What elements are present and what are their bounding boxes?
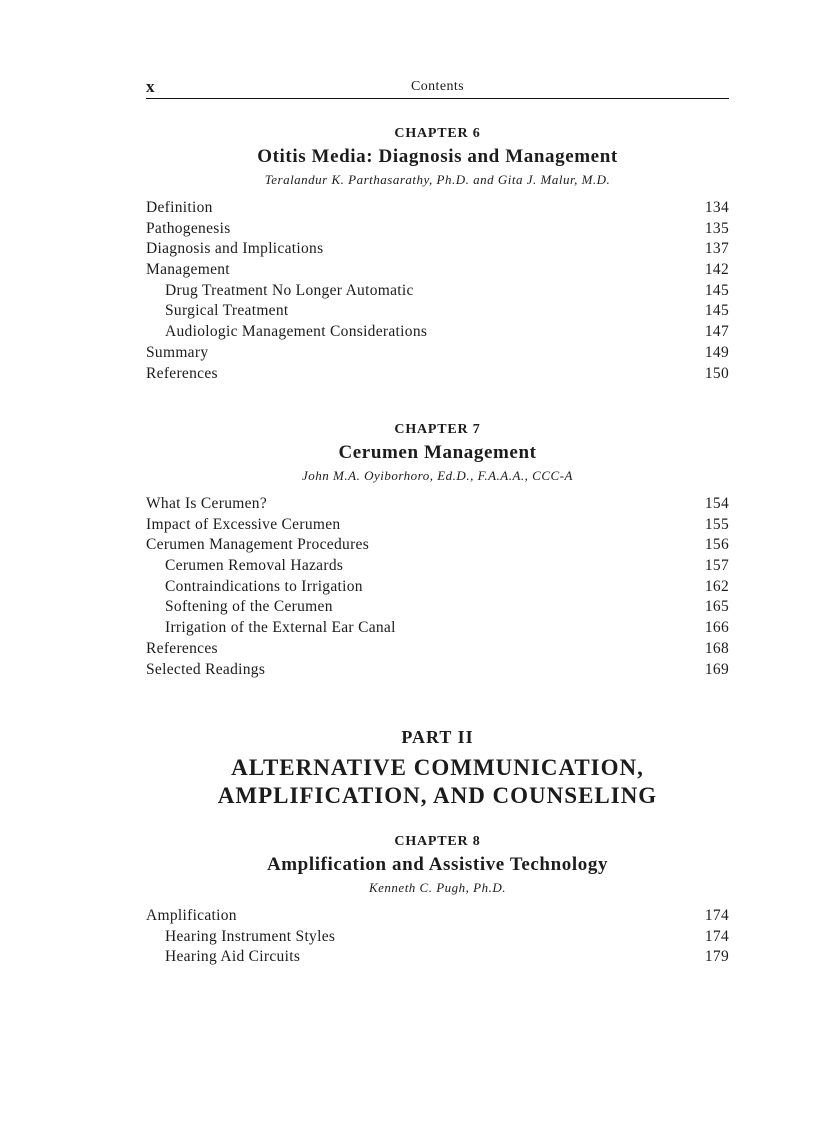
toc-entry-title: Cerumen Removal Hazards	[165, 557, 344, 575]
toc-entry	[146, 281, 729, 302]
toc-entry	[146, 364, 729, 385]
chapter-title: Otitis Media: Diagnosis and Management	[257, 146, 618, 167]
page-folio: x	[146, 77, 155, 96]
toc-entry-page: 179	[704, 948, 729, 966]
chapter-label: CHAPTER 8	[394, 834, 481, 849]
toc-entry	[146, 947, 729, 968]
toc-entry	[146, 301, 729, 322]
chapter-title: Amplification and Assistive Technology	[266, 854, 609, 875]
toc-entry	[146, 927, 729, 948]
toc-entry-page: 166	[704, 619, 729, 637]
toc-entry	[146, 660, 729, 681]
toc-entry-page: 155	[704, 515, 729, 533]
toc-entry	[146, 618, 729, 639]
chapter-title: Cerumen Management	[338, 442, 537, 463]
page-header	[146, 78, 729, 99]
part-label: PART II	[401, 727, 474, 747]
toc-entry	[146, 639, 729, 660]
toc-entry-page: 162	[704, 577, 729, 595]
toc-entry-page: 174	[704, 927, 729, 945]
toc-entry-title: Summary	[146, 343, 209, 361]
chapter-authors: Teralandur K. Parthasarathy, Ph.D. and Gita J. Malur, M.D.	[264, 172, 611, 187]
toc-entry-page: 145	[704, 281, 729, 299]
toc-entry-page: 147	[704, 323, 729, 341]
toc-entry-page: 157	[704, 557, 729, 575]
chapter-toc	[146, 494, 729, 680]
toc-entry	[146, 260, 729, 281]
toc-entry-page: 149	[704, 343, 729, 361]
toc-entry-title: Amplification	[146, 907, 237, 924]
toc-entry-page: 150	[704, 364, 729, 382]
part-title-line-1: ALTERNATIVE COMMUNICATION,	[231, 755, 644, 780]
toc-entry-page: 135	[704, 219, 729, 237]
toc-entry-title: Hearing Instrument Styles	[165, 927, 336, 945]
toc-entry-title: Contraindications to Irrigation	[165, 577, 363, 595]
toc-entry	[146, 535, 729, 556]
toc-entry-page: 142	[704, 261, 729, 279]
toc-entry-title: Pathogenesis	[146, 219, 231, 237]
toc-entry	[146, 322, 729, 343]
toc-entry-page: 154	[704, 495, 729, 512]
toc-entry	[146, 343, 729, 364]
toc-entry-title: Cerumen Management Procedures	[146, 536, 370, 554]
toc-entry-title: References	[146, 639, 218, 657]
part-heading	[146, 727, 729, 810]
toc-entry	[146, 219, 729, 240]
toc-entry-title: Softening of the Cerumen	[165, 598, 333, 616]
toc-entry-title: Hearing Aid Circuits	[165, 948, 301, 966]
toc-entry-title: What Is Cerumen?	[146, 495, 268, 512]
toc-entry	[146, 906, 729, 927]
toc-entry	[146, 597, 729, 618]
toc-entry-title: Diagnosis and Implications	[146, 240, 324, 258]
chapter-toc	[146, 198, 729, 384]
toc-entry	[146, 494, 729, 515]
toc-entry	[146, 556, 729, 577]
toc-entry-title: Impact of Excessive Cerumen	[146, 515, 341, 533]
toc-entry-page: 165	[704, 598, 729, 616]
chapter-label: CHAPTER 7	[394, 422, 481, 437]
toc-entry	[146, 198, 729, 219]
chapter-authors: John M.A. Oyiborhoro, Ed.D., F.A.A.A., CCC-A	[302, 468, 573, 483]
toc-entry-title: Surgical Treatment	[165, 302, 289, 320]
toc-entry-title: Audiologic Management Considerations	[165, 323, 428, 341]
toc-entry-title: Selected Readings	[146, 660, 266, 678]
toc-entry-page: 169	[704, 660, 729, 678]
toc-entry	[146, 239, 729, 260]
toc-entry-page: 168	[704, 639, 729, 657]
part-title-line-2: AMPLIFICATION, AND COUNSELING	[217, 783, 658, 808]
chapter-toc	[146, 906, 729, 968]
toc-entry-title: References	[146, 364, 218, 382]
toc-entry-page: 145	[704, 302, 729, 320]
toc-entry-title: Drug Treatment No Longer Automatic	[165, 281, 414, 299]
chapter-label: CHAPTER 6	[394, 126, 481, 141]
toc-entry-page: 134	[704, 199, 729, 216]
toc-entry	[146, 577, 729, 598]
toc-entry	[146, 515, 729, 536]
chapter-authors: Kenneth C. Pugh, Ph.D.	[368, 880, 506, 895]
toc-entry-page: 174	[704, 907, 729, 924]
chapter-8-section	[146, 834, 729, 968]
chapter-6-section	[146, 126, 729, 384]
toc-entry-page: 137	[704, 240, 729, 258]
toc-entry-title: Definition	[146, 199, 213, 216]
toc-entry-page: 156	[704, 536, 729, 554]
toc-entry-title: Irrigation of the External Ear Canal	[165, 619, 396, 637]
chapter-7-section	[146, 422, 729, 680]
toc-entry-title: Management	[146, 261, 230, 279]
running-title: Contents	[411, 79, 464, 94]
